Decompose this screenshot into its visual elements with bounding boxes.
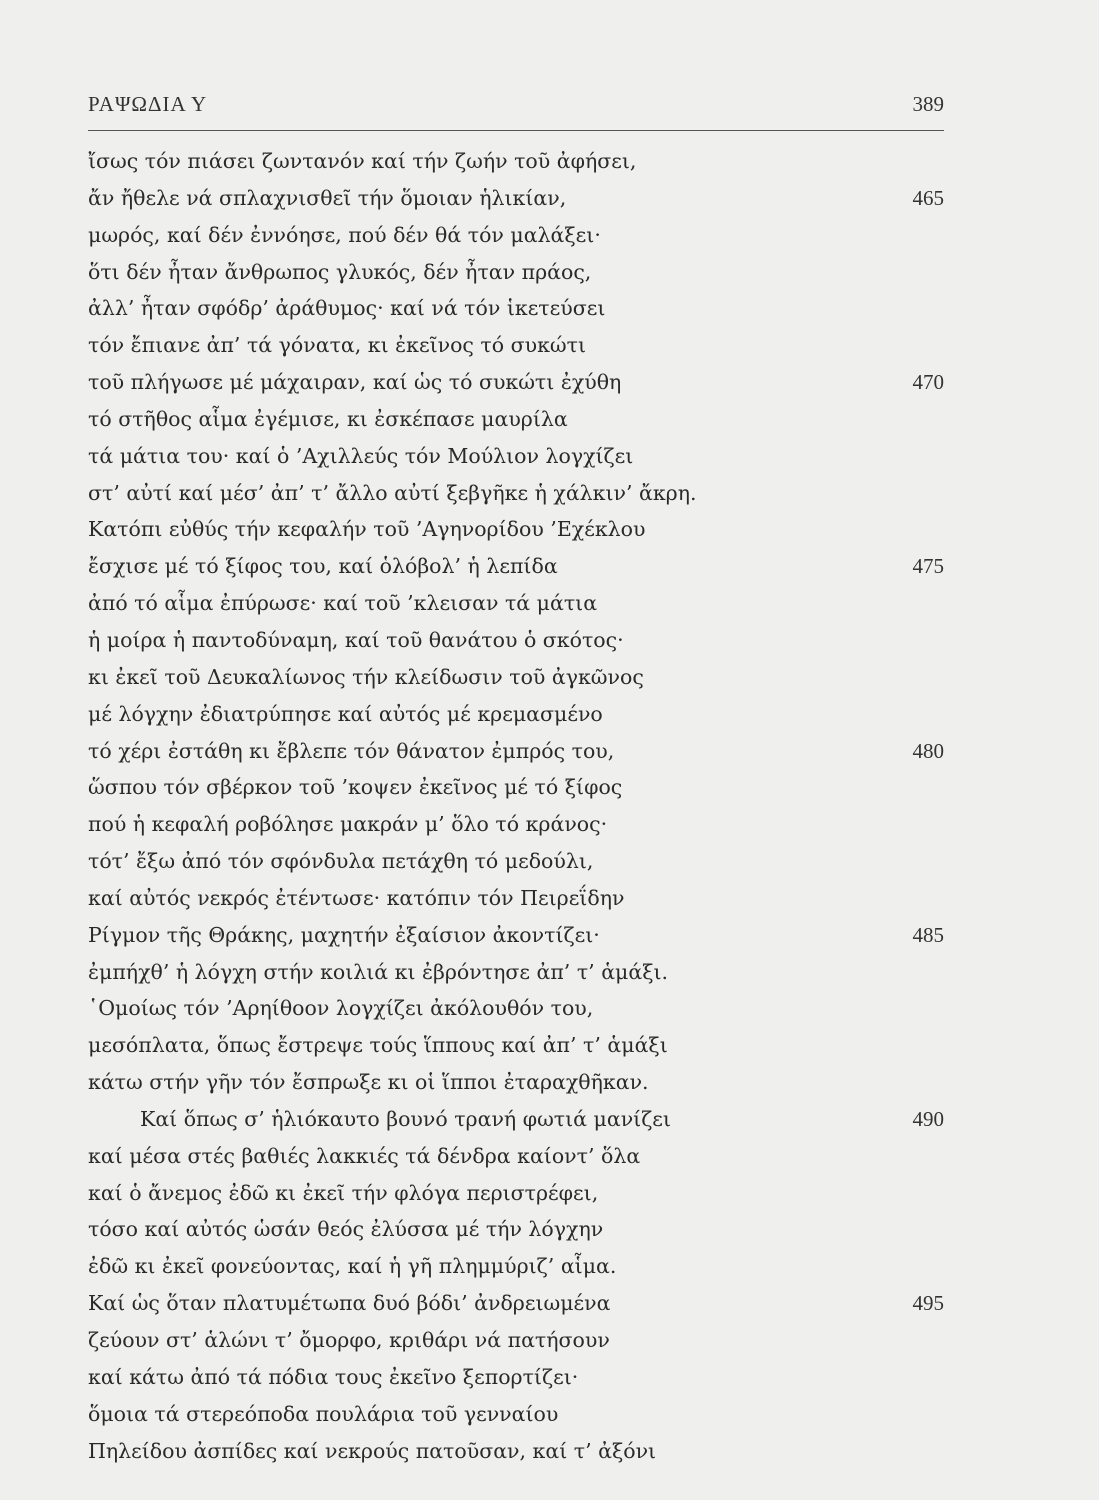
- verse-line: [88, 696, 944, 733]
- verse-text: ἔσχισε μέ τό ξίφος του, καί ὁλόβολ’ ἡ λεπίδα: [88, 554, 558, 579]
- verse-line: [88, 917, 944, 954]
- running-title: ΡΑΨΩΔΙΑ Υ: [88, 92, 208, 116]
- verse-line: [88, 548, 944, 585]
- verse-text: ὥσπου τόν σβέρκον τοῦ ’κοψεν ἐκεῖνος μέ τό ξίφος: [88, 775, 623, 800]
- verse-text: ἄν ἤθελε νά σπλαχνισθεῖ τήν ὅμοιαν ἡλικίαν,: [88, 185, 567, 210]
- verse-line: [88, 990, 944, 1027]
- verse-text: στ’ αὐτί καί μέσ’ ἀπ’ τ’ ἄλλο αὐτί ξεβγῆκε ἡ χάλκιν’ ἄκρη.: [88, 480, 697, 505]
- verse-line: [88, 475, 944, 512]
- verse-line: [88, 143, 944, 180]
- verse-line: [88, 1027, 944, 1064]
- verse-line: [88, 1433, 944, 1470]
- verse-text: ἀλλ’ ἦταν σφόδρ’ ἀράθυμος· καί νά τόν ἱκετεύσει: [88, 296, 606, 321]
- verse-text: καί κάτω ἀπό τά πόδια τους ἐκεῖνο ξεπορτίζει·: [88, 1364, 579, 1389]
- verse-text: πού ἡ κεφαλή ροβόλησε μακράν μ’ ὅλο τό κράνος·: [88, 812, 608, 837]
- verse-line: [88, 1285, 944, 1322]
- verse-line: [88, 1396, 944, 1433]
- verse-text: τοῦ πλήγωσε μέ μάχαιραν, καί ὡς τό συκώτι ἐχύθη: [88, 370, 622, 395]
- verse-text: Κατόπι εὐθύς τήν κεφαλήν τοῦ ’Αγηνορίδου ’Εχέκλου: [88, 517, 646, 542]
- verse-text: ἡ μοίρα ἡ παντοδύναμη, καί τοῦ θανάτου ὁ σκότος·: [88, 627, 624, 652]
- verse-text: ῾Ομοίως τόν ’Αρηίθοον λογχίζει ἀκόλουθόν του,: [88, 996, 594, 1021]
- verse-line: [88, 401, 944, 438]
- running-head: [88, 82, 944, 122]
- verse-line: [88, 954, 944, 991]
- verse-line: [88, 1064, 944, 1101]
- line-number: 480: [912, 738, 944, 763]
- line-number: 490: [912, 1106, 944, 1131]
- line-number: 495: [912, 1291, 944, 1316]
- verse-text: ἴσως τόν πιάσει ζωντανόν καί τήν ζωήν τοῦ ἀφήσει,: [88, 149, 637, 173]
- verse-text: τόσο καί αὐτός ὡσάν θεός ἐλύσσα μέ τήν λόγχην: [88, 1217, 604, 1242]
- page-number: 389: [912, 92, 944, 116]
- verse-line: [88, 622, 944, 659]
- verse-text: τό στῆθος αἷμα ἐγέμισε, κι ἐσκέπασε μαυρίλα: [88, 406, 568, 431]
- verse-text: Ρίγμον τῆς Θράκης, μαχητήν ἐξαίσιον ἀκοντίζει·: [88, 922, 600, 947]
- verse-line: [88, 327, 944, 364]
- verse-line: [88, 254, 944, 291]
- verse-line: [88, 290, 944, 327]
- line-number: 470: [912, 370, 944, 395]
- verse-line: [88, 1138, 944, 1175]
- verse-text: Πηλείδου ἀσπίδες καί νεκρούς πατοῦσαν, καί τ’ ἀξόνι: [88, 1438, 657, 1463]
- verse-text: κάτω στήν γῆν τόν ἔσπρωξε κι οἱ ἵπποι ἐταραχθῆκαν.: [88, 1070, 649, 1095]
- verse-list: [88, 143, 944, 1469]
- verse-line: [88, 511, 944, 548]
- verse-line: [88, 364, 944, 401]
- verse-text: ἐμπήχθ’ ἡ λόγχη στήν κοιλιά κι ἐβρόντησε ἀπ’ τ’ ἁμάξι.: [88, 959, 669, 984]
- verse-line: [88, 438, 944, 475]
- verse-line: [88, 806, 944, 843]
- line-number: 475: [912, 554, 944, 579]
- verse-line: [88, 1175, 944, 1212]
- verse-text: ὅμοια τά στερεόποδα πουλάρια τοῦ γενναίου: [88, 1401, 559, 1426]
- header-rule: [88, 130, 944, 131]
- verse-line: [88, 217, 944, 254]
- verse-line: [88, 1248, 944, 1285]
- verse-text: ἀπό τό αἷμα ἐπύρωσε· καί τοῦ ’κλεισαν τά μάτια: [88, 591, 598, 616]
- verse-text: τά μάτια του· καί ὁ ’Αχιλλεύς τόν Μούλιον λογχίζει: [88, 443, 634, 468]
- verse-text: ζεύουν στ’ ἁλώνι τ’ ὄμορφο, κριθάρι νά πατήσουν: [88, 1328, 610, 1352]
- verse-text: μωρός, καί δέν ἐννόησε, πού δέν θά τόν μαλάξει·: [88, 222, 601, 247]
- verse-line: [88, 180, 944, 217]
- verse-text: ὅτι δέν ἦταν ἄνθρωπος γλυκός, δέν ἦταν πράος,: [88, 259, 592, 284]
- line-number: 485: [912, 922, 944, 947]
- verse-line: [88, 1359, 944, 1396]
- verse-text: καί ὁ ἄνεμος ἐδῶ κι ἐκεῖ τήν φλόγα περιστρέφει,: [88, 1180, 599, 1205]
- verse-text: καί μέσα στές βαθιές λακκιές τά δένδρα καίοντ’ ὅλα: [88, 1143, 641, 1168]
- verse-text: Καί ὡς ὅταν πλατυμέτωπα δυό βόδι’ ἀνδρειωμένα: [88, 1291, 611, 1316]
- verse-line: [88, 1211, 944, 1248]
- verse-line: [88, 843, 944, 880]
- verse-text: τόν ἔπιανε ἀπ’ τά γόνατα, κι ἐκεῖνος τό συκώτι: [88, 333, 586, 358]
- verse-line: [88, 733, 944, 770]
- verse-text: μέ λόγχην ἐδιατρύπησε καί αὐτός μέ κρεμασμένο: [88, 701, 603, 726]
- verse-text: μεσόπλατα, ὅπως ἔστρεψε τούς ἵππους καί ἀπ’ τ’ ἁμάξι: [88, 1033, 668, 1058]
- verse-line: [88, 659, 944, 696]
- verse-line: [88, 1101, 944, 1138]
- verse-line: [88, 1322, 944, 1359]
- verse-text: κι ἐκεῖ τοῦ Δευκαλίωνος τήν κλείδωσιν τοῦ ἀγκῶνος: [88, 664, 644, 689]
- verse-line: [88, 880, 944, 917]
- verse-line: [88, 585, 944, 622]
- verse-text: καί αὐτός νεκρός ἐτέντωσε· κατόπιν τόν Πειρεΐδην: [88, 885, 625, 910]
- verse-line: [88, 769, 944, 806]
- line-number: 465: [912, 185, 944, 210]
- verse-text: ἐδῶ κι ἐκεῖ φονεύοντας, καί ἡ γῆ πλημμύριζ’ αἷμα.: [88, 1254, 617, 1279]
- verse-text: τό χέρι ἐστάθη κι ἔβλεπε τόν θάνατον ἐμπρός του,: [88, 738, 615, 763]
- verse-text: τότ’ ἔξω ἀπό τόν σφόνδυλα πετάχθη τό μεδούλι,: [88, 849, 594, 874]
- verse-text: Καί ὅπως σ’ ἡλιόκαυτο βουνό τρανή φωτιά μανίζει: [140, 1106, 671, 1131]
